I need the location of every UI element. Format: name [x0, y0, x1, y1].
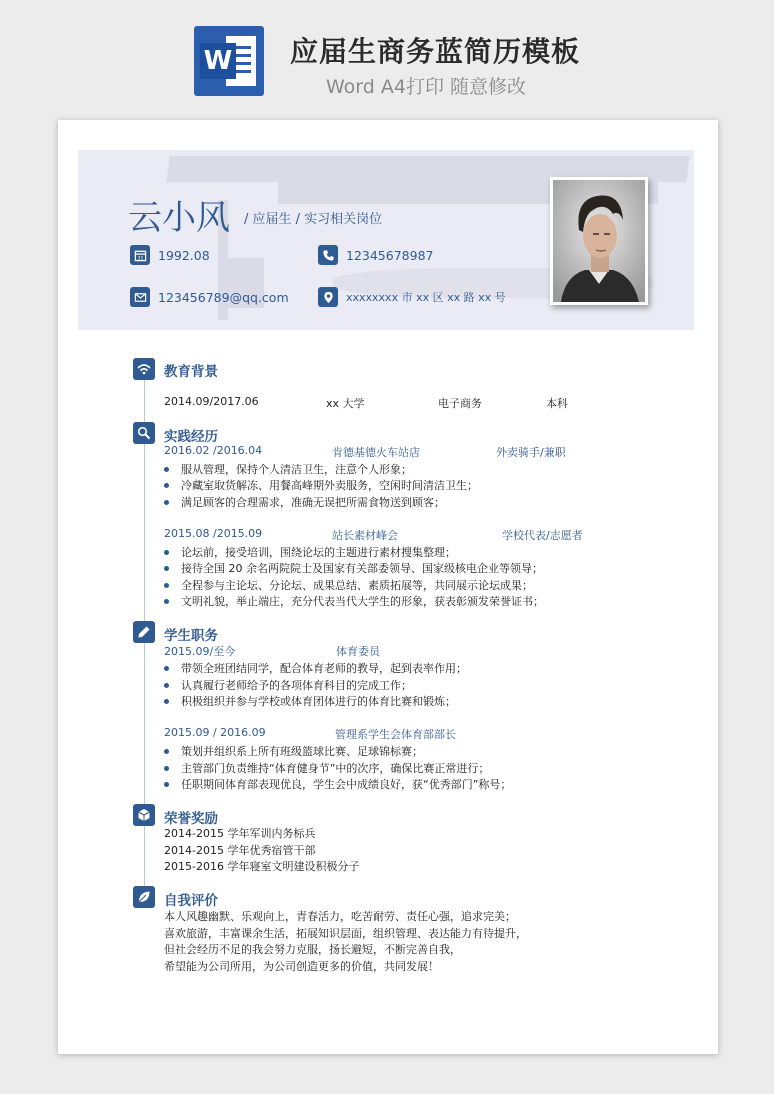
- list-item: 2014-2015 学年优秀宿管干部: [164, 844, 316, 857]
- duty-2-period: 2015.09 / 2016.09: [164, 726, 266, 739]
- list-item: 2014-2015 学年军训内务标兵: [164, 827, 316, 840]
- self-title: 自我评价: [164, 893, 218, 909]
- calendar-icon: [130, 245, 150, 265]
- contact-birth: [130, 245, 210, 265]
- word-logo-letter: W: [200, 43, 236, 79]
- practice-1-position: 外卖骑手/兼职: [496, 446, 566, 459]
- honors-title: 荣誉奖励: [164, 811, 218, 827]
- profile-photo: [550, 177, 648, 305]
- list-item: 全程参与主论坛、分论坛、成果总结、素质拓展等，共同展示论坛成果；: [164, 577, 533, 593]
- self-line: 本人风趣幽默、乐观向上，青春活力，吃苦耐劳、责任心强，追求完美；: [164, 910, 516, 923]
- duty-1-period: 2015.09/至今: [164, 645, 236, 658]
- practice-2-period: 2015.08 /2015.09: [164, 527, 263, 540]
- mail-icon: [130, 287, 150, 307]
- duties-title: 学生职务: [164, 628, 218, 644]
- education-degree: 本科: [546, 397, 568, 410]
- email-value: 123456789@qq.com: [158, 289, 289, 305]
- list-item: 接待全国 20 余名两院院士及国家有关部委领导、国家级核电企业等领导；: [164, 560, 543, 576]
- list-item: 服从管理，保持个人清洁卫生，注意个人形象；: [164, 461, 412, 477]
- education-period: 2014.09/2017.06: [164, 395, 259, 408]
- person-name: 云小风: [128, 198, 230, 238]
- list-item: 带领全班团结同学，配合体育老师的教导，起到表率作用；: [164, 660, 467, 676]
- pen-icon: [133, 621, 155, 643]
- list-item: 认真履行老师给予的各项体育科目的完成工作；: [164, 677, 412, 693]
- profile-photo-image: [553, 180, 645, 302]
- list-item: 任职期间体育部表现优良，学生会中成绩良好，获“优秀部门”称号；: [164, 776, 511, 792]
- education-title: 教育背景: [164, 364, 218, 380]
- wifi-icon: [133, 358, 155, 380]
- birth-value: 1992.08: [158, 247, 210, 263]
- phone-icon: [318, 245, 338, 265]
- list-item: 积极组织并参与学校或体育团体进行的体育比赛和锻炼；: [164, 693, 456, 709]
- list-item: 文明礼貌，举止端庄，充分代表当代大学生的形象，获表彰颁发荣誉证书；: [164, 593, 544, 609]
- promo-header: [0, 0, 774, 118]
- promo-title: 应届生商务蓝简历模板: [290, 35, 581, 68]
- duty-1-position: 体育委员: [336, 645, 380, 658]
- contact-address: [318, 287, 506, 307]
- word-logo-icon: [194, 26, 264, 96]
- list-item: 2015-2016 学年寝室文明建设积极分子: [164, 860, 360, 873]
- list-item: 策划并组织系上所有班级篮球比赛、足球锦标赛；: [164, 743, 423, 759]
- self-line: 希望能为公司所用，为公司创造更多的价值，共同发展！: [164, 960, 439, 973]
- contact-email: [130, 287, 289, 307]
- contact-phone: [318, 245, 433, 265]
- duty-2-position: 管理系学生会体育部部长: [335, 728, 456, 741]
- list-item: 主管部门负责维持“体育健身节”中的次序，确保比赛正常进行；: [164, 760, 489, 776]
- leaf-icon: [133, 886, 155, 908]
- promo-subtitle: Word A4打印 随意修改: [326, 76, 527, 98]
- list-item: 冷藏室取货解冻、用餐高峰期外卖服务，空闲时间清洁卫生；: [164, 477, 478, 493]
- education-major: 电子商务: [438, 397, 482, 410]
- education-school: xx 大学: [326, 397, 365, 410]
- practice-title: 实践经历: [164, 429, 218, 445]
- search-icon: [133, 422, 155, 444]
- phone-value: 12345678987: [346, 247, 434, 263]
- location-pin-icon: [318, 287, 338, 307]
- svg-text:31: 31: [137, 255, 143, 261]
- address-value: xxxxxxxx 市 xx 区 xx 路 xx 号: [346, 291, 506, 304]
- resume-page: [58, 120, 718, 1054]
- person-role: / 应届生 / 实习相关岗位: [244, 212, 383, 227]
- list-item: 满足顾客的合理需求，准确无误把所需食物送到顾客；: [164, 494, 445, 510]
- practice-1-org: 肯德基德火车站店: [332, 446, 420, 459]
- practice-1-period: 2016.02 /2016.04: [164, 444, 263, 457]
- self-line: 喜欢旅游，丰富课余生活，拓展知识层面，组织管理、表达能力有待提升，: [164, 927, 527, 940]
- profile-header: [78, 150, 694, 330]
- practice-2-org: 站长素材峰会: [332, 529, 398, 542]
- list-item: 论坛前，接受培训，围绕论坛的主题进行素材搜集整理；: [164, 544, 456, 560]
- self-line: 但社会经历不足的我会努力克服，扬长避短，不断完善自我，: [164, 943, 461, 956]
- cube-icon: [133, 804, 155, 826]
- practice-2-position: 学校代表/志愿者: [502, 529, 583, 542]
